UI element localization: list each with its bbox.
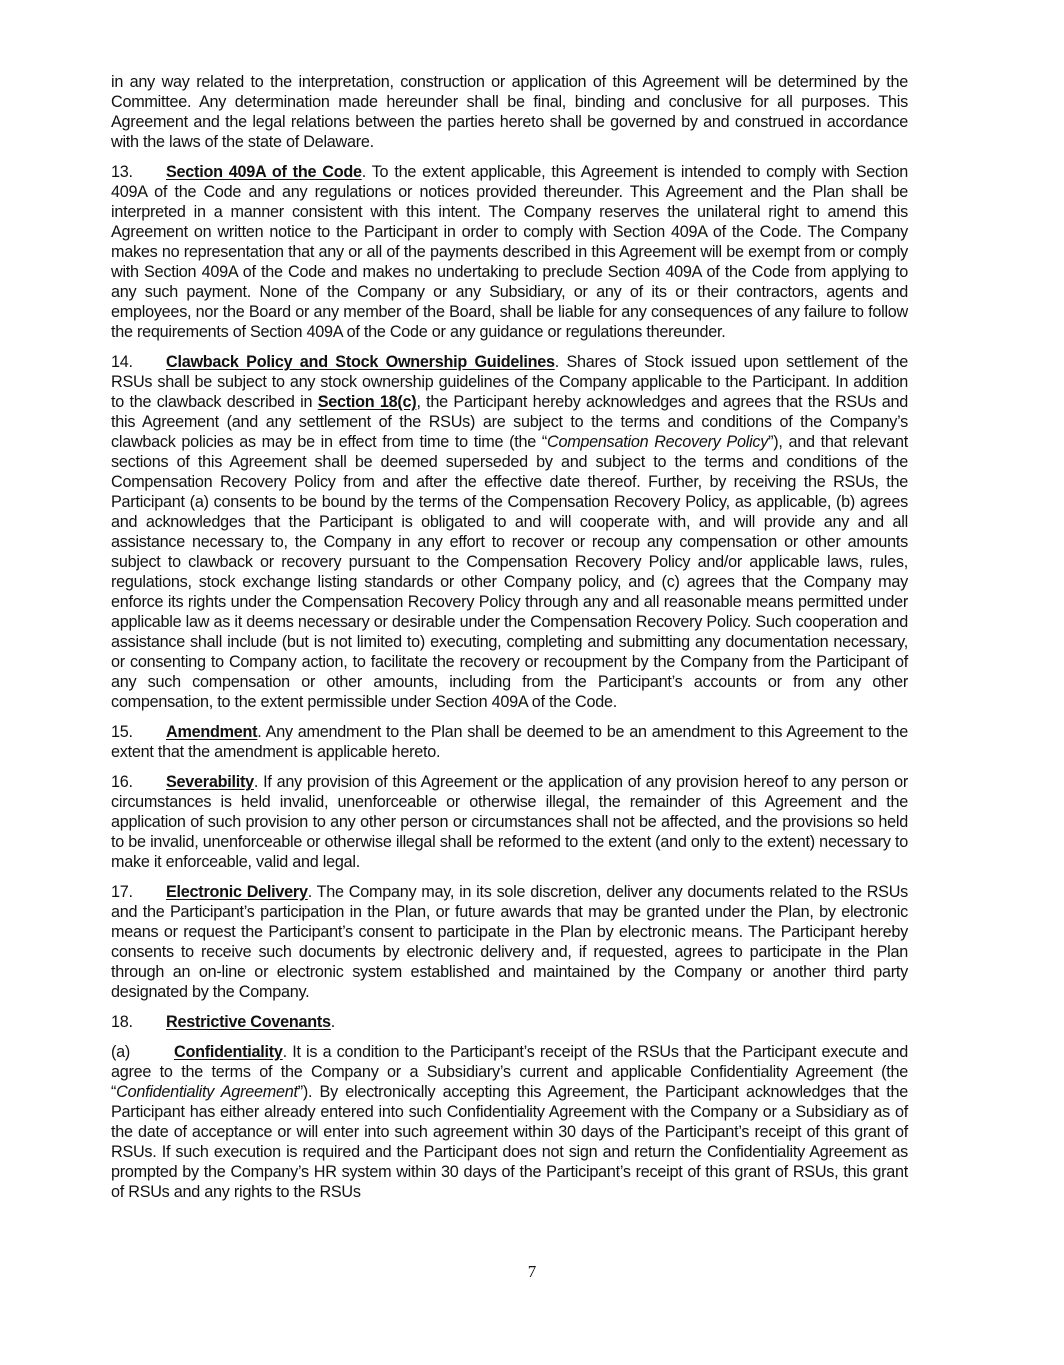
subsection-heading: Confidentiality	[174, 1043, 283, 1061]
section-17	[111, 882, 908, 1002]
cross-reference-section-18c: Section 18(c)	[317, 393, 417, 411]
section-heading: Electronic Delivery	[166, 883, 308, 901]
section-heading: Amendment	[166, 723, 258, 741]
section-14	[111, 352, 908, 712]
section-text: . Shares of Stock issued upon settlement of the RSUs shall be subject to any stock ownership guidelines of the Company applicable to the Participant. In addition to the clawback described in	[111, 353, 908, 411]
section-text: . The Company may, in its sole discretion, deliver any documents related to the RSUs and the Participant’s participation in the Plan, or future awards that may be granted under the Plan, by electronic means or request the Participant’s consent to participate in the Plan by electronic means. The Participant hereby consents to receive such documents by electronic delivery and, if requested, agrees to participate in the Plan through an on-line or electronic system established and maintained by the Company or another third party designated by the Company.	[111, 883, 908, 1001]
section-16	[111, 772, 908, 872]
section-18a	[111, 1042, 908, 1202]
paragraph-text: in any way related to the interpretation, construction or application of this Agreement will be determined by the Committee. Any determination made hereunder shall be final, binding and conclusive for all purposes. This Agreement and the legal relations between the parties hereto shall be governed by and construed in accordance with the laws of the state of Delaware.	[111, 73, 908, 151]
section-text: , the Participant hereby acknowledges and agrees that the RSUs and this Agreement (and any settlement of the RSUs) are subject to the terms and conditions of the Company’s clawback policies as may be in effect from time to time (the “	[111, 393, 908, 451]
paragraph-continuation	[111, 72, 908, 152]
section-text: . Any amendment to the Plan shall be deemed to be an amendment to this Agreement to the extent that the amendment is applicable hereto.	[111, 723, 908, 761]
section-text: .	[330, 1013, 336, 1031]
section-number: 16.	[111, 773, 133, 791]
section-heading: Restrictive Covenants	[166, 1013, 331, 1031]
section-13	[111, 162, 908, 342]
section-number: 18.	[111, 1013, 133, 1031]
subsection-label: (a)	[111, 1043, 131, 1061]
section-text: . If any provision of this Agreement or the application of any provision hereof to any person or circumstances is held invalid, unenforceable or otherwise illegal, the remainder of this Agreement and the application of such provision to any other person or circumstances shall not be affected, and the provisions so held to be invalid, unenforceable or otherwise illegal shall be reformed to the extent (and only to the extent) necessary to make it enforceable, valid and legal.	[111, 773, 908, 871]
section-number: 17.	[111, 883, 133, 901]
section-number: 15.	[111, 723, 133, 741]
defined-term: Confidentiality Agreement	[116, 1083, 298, 1101]
defined-term: Compensation Recovery Policy	[547, 433, 769, 451]
section-number: 13.	[111, 163, 133, 181]
section-text: ”), and that relevant sections of this Agreement shall be deemed superseded by and subject to the terms and conditions of the Compensation Recovery Policy from and after the effective date thereof. Further, by receiving the RSUs, the Participant (a) consents to be bound by the terms of the Compensation Recovery Policy, as applicable, (b) agrees and acknowledges that the Participant is obligated to and will cooperate with, and will provide any and all assistance necessary to, the Company in any effort to recover or recoup any compensation or other amounts subject to clawback or recovery pursuant to the Compensation Recovery Policy and/or applicable laws, rules, regulations, stock exchange listing standards or other Company policy, and (c) agrees that the Company may enforce its rights under the Compensation Recovery Policy through any and all reasonable means permitted under applicable law as it deems necessary or desirable under the Compensation Recovery Policy. Such cooperation and assistance shall include (but is not limited to) executing, completing and submitting any documentation necessary, or consenting to Company action, to facilitate the recovery or recoupment by the Company from the Participant of any such compensation or other amounts, including from the Participant’s accounts or from any other compensation, to the extent permissible under Section 409A of the Code.	[111, 433, 908, 711]
section-text: ”). By electronically accepting this Agreement, the Participant acknowledges that the Participant has either already entered into such Confidentiality Agreement with the Company or a Subsidiary as of the date of acceptance or will enter into such agreement within 30 days of the Participant’s receipt of this grant of RSUs. If such execution is required and the Participant does not sign and return the Confidentiality Agreement as prompted by the Company’s HR system within 30 days of the Participant’s receipt of this grant of RSUs, this grant of RSUs and any rights to the RSUs	[111, 1083, 908, 1201]
document-page	[111, 72, 908, 1212]
section-18	[111, 1012, 908, 1032]
section-heading: Section 409A of the Code	[166, 163, 362, 181]
section-heading: Clawback Policy and Stock Ownership Guidelines	[166, 353, 555, 371]
section-15	[111, 722, 908, 762]
section-number: 14.	[111, 353, 133, 371]
page-number: 7	[527, 1262, 537, 1281]
section-text: . To the extent applicable, this Agreement is intended to comply with Section 409A of the Code and any regulations or notices provided thereunder. This Agreement and the Plan shall be interpreted in a manner consistent with this intent. The Company reserves the unilateral right to amend this Agreement on written notice to the Participant in order to comply with Section 409A of the Code. The Company makes no representation that any or all of the payments described in this Agreement will be exempt from or comply with Section 409A of the Code and makes no undertaking to preclude Section 409A of the Code from applying to any such payment. None of the Company or any Subsidiary, or any of its or their contractors, agents and employees, nor the Board or any member of the Board, shall be liable for any consequences of any failure to follow the requirements of Section 409A of the Code or any guidance or regulations thereunder.	[111, 163, 908, 341]
section-text: . It is a condition to the Participant’s receipt of the RSUs that the Participant execute and agree to the terms of the Company or a Subsidiary’s current and applicable Confidentiality Agreement (the “	[111, 1043, 908, 1101]
section-heading: Severability	[166, 773, 254, 791]
